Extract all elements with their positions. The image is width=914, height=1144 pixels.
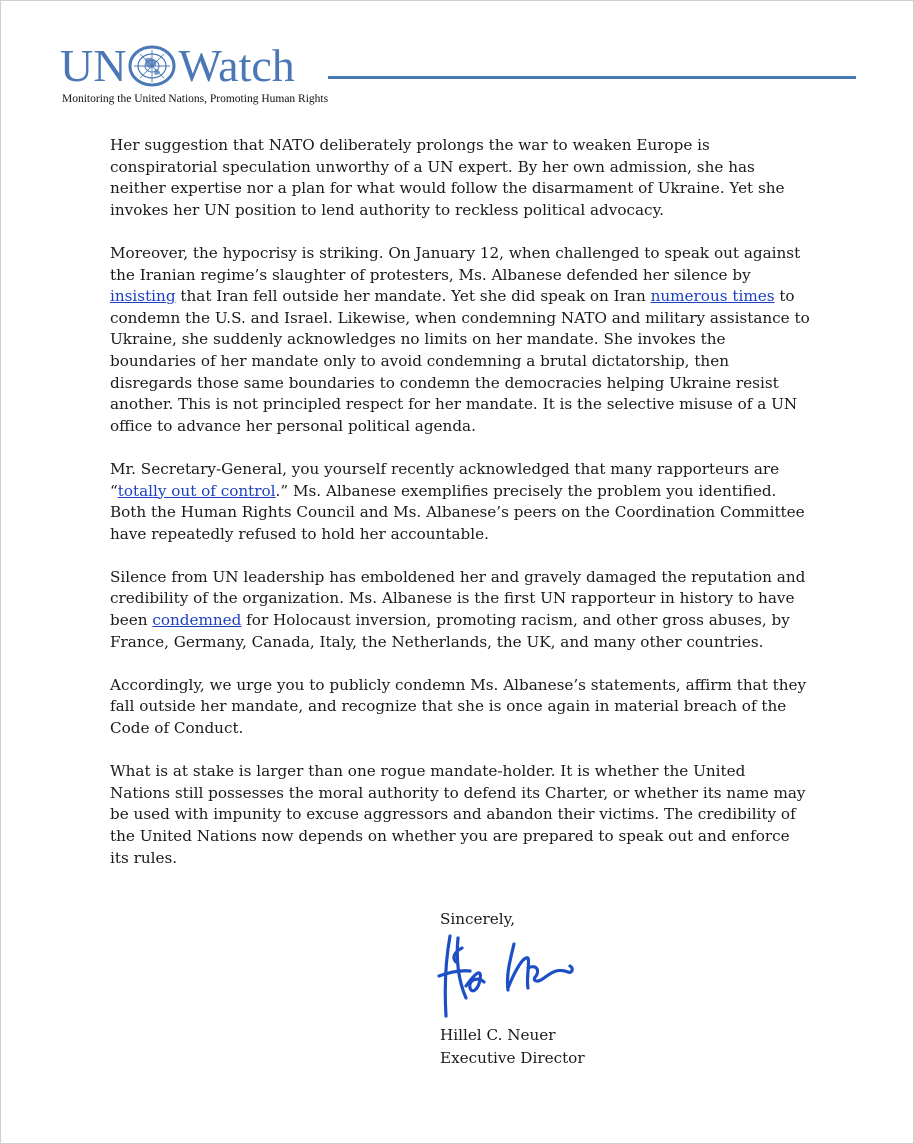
letterhead [60, 40, 860, 110]
paragraph-text: .” Ms. Albanese exemplifies precisely the problem you identified. Both the Human Rights Council and Ms. Albanese’s peers on the Coordination Committee have repeatedly refused to hold her accountable. [110, 481, 805, 543]
un-emblem-icon [128, 44, 176, 88]
body-paragraph [110, 675, 810, 740]
logo-un-text: UN [60, 40, 127, 91]
paragraph-text: Mr. Secretary-General, you yourself recently acknowledged that many rapporteurs are “ [110, 459, 780, 500]
handwritten-signature [436, 928, 586, 1024]
body-paragraph [110, 761, 810, 869]
letterhead-rule [328, 76, 856, 79]
paragraph-text: Accordingly, we urge you to publicly condemn Ms. Albanese’s statements, affirm that they fall outside her mandate, and recognize that she is once again in material breach of the Code of Conduct. [110, 675, 807, 738]
logo-watch-text: Watch [178, 40, 295, 91]
body-paragraph [110, 243, 810, 437]
inline-link[interactable]: totally out of control [117, 481, 276, 500]
paragraph-text: What is at stake is larger than one rogue mandate-holder. It is whether the United Nations still possesses the moral authority to defend its Charter, or whether its name may be used with impunity to excuse aggressors and abandon their victims. The credibility of the United Nations now depends on whether you are prepared to speak out and enforce its rules. [110, 762, 806, 867]
inline-link[interactable]: condemned [152, 611, 242, 630]
inline-link[interactable]: numerous times [650, 287, 775, 306]
un-watch-logo [60, 40, 295, 92]
inline-link[interactable]: insisting [110, 287, 176, 306]
signer-name: Hillel C. Neuer [440, 1026, 556, 1044]
letter-body [110, 135, 810, 891]
paragraph-text: Moreover, the hypocrisy is striking. On January 12, when challenged to speak out against the Iranian regime’s slaughter of protesters, Ms. Albanese defended her silence by [110, 243, 801, 284]
signer-title: Executive Director [440, 1049, 585, 1067]
letterhead-tagline: Monitoring the United Nations, Promoting Human Rights [62, 93, 329, 105]
paragraph-text: Silence from UN leadership has emboldened her and gravely damaged the reputation and credibility of the organization. Ms. Albanese is the first UN rapporteur in history to have been [110, 567, 806, 630]
paragraph-text: to condemn the U.S. and Israel. Likewise, when condemning NATO and military assistance to Ukraine, she suddenly acknowledges no limits on her mandate. She invokes the boundaries of her mandate only to avoid condemning a brutal dictatorship, then disregards those same boundaries to condemn the democracies helping Ukraine resist another. This is not principled respect for her mandate. It is the selective misuse of a UN office to advance her personal political agenda. [110, 287, 810, 435]
paragraph-text: for Holocaust inversion, promoting racism, and other gross abuses, by France, Germany, Canada, Italy, the Netherlands, the UK, and many other countries. [110, 611, 790, 651]
closing-salutation: Sincerely, [440, 910, 516, 928]
paragraph-text: Her suggestion that NATO deliberately prolongs the war to weaken Europe is conspiratorial speculation unworthy of a UN expert. By her own admission, she has neither expertise nor a plan for what would follow the disarmament of Ukraine. Yet she invokes her UN position to lend authority to reckless political advocacy. [110, 136, 785, 219]
body-paragraph [110, 459, 810, 545]
paragraph-text: that Iran fell outside her mandate. Yet she did speak on Iran [175, 287, 651, 306]
signer-block [440, 1024, 585, 1070]
body-paragraph [110, 567, 810, 653]
body-paragraph [110, 135, 810, 221]
